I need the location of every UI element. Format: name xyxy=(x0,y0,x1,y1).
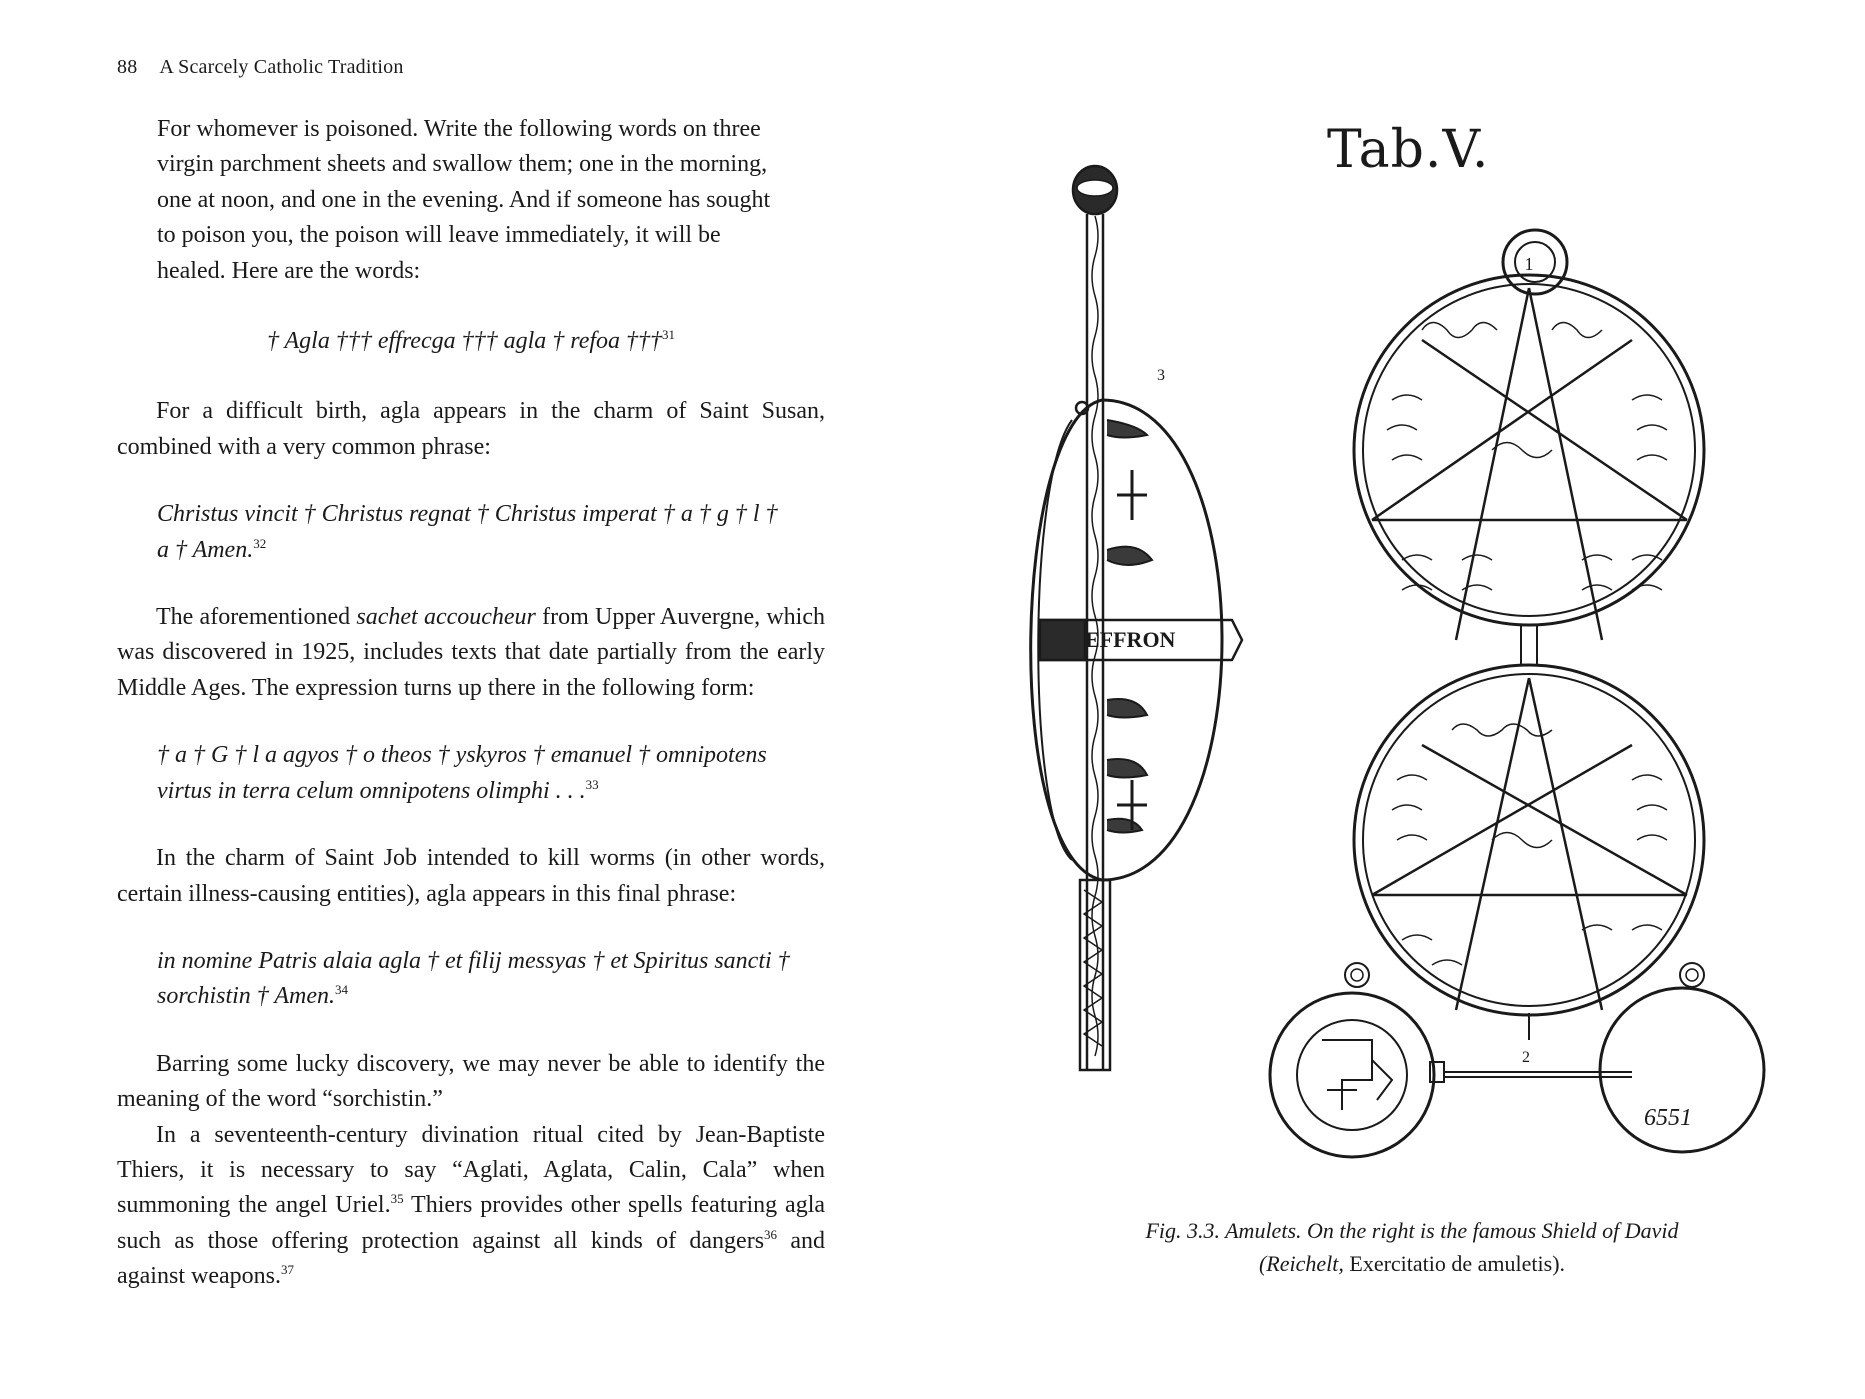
footnote-ref-31: 31 xyxy=(662,327,676,343)
footnote-ref-36: 36 xyxy=(764,1226,778,1242)
left-page xyxy=(0,0,932,1399)
coin-number: 6551 xyxy=(1644,1105,1692,1131)
formula-agla xyxy=(117,324,825,359)
footnote-ref-32: 32 xyxy=(253,535,267,551)
plate-number-3: 3 xyxy=(1157,367,1165,384)
footnote-ref-33: 33 xyxy=(585,776,599,792)
sachet-text-a: The aforementioned xyxy=(156,604,357,631)
sword-label: EFFRON xyxy=(1085,627,1176,652)
formula-agyos xyxy=(157,738,790,809)
paragraph-job: In the charm of Saint Job intended to kill worms (in other words, certain illness-causing entities), agla appears in this final phrase: xyxy=(117,845,825,907)
paragraph-thiers xyxy=(117,1118,825,1295)
running-head xyxy=(117,56,404,79)
formula-christus-text: Christus vincit † Christus regnat † Christus imperat † a † g † l † a † Amen. xyxy=(157,501,778,563)
thiers-text-b: Thiers provides other spells featuring agla such as those offering protection against all kinds of dangers xyxy=(117,1192,826,1254)
page-number: 88 xyxy=(117,56,138,78)
figure-caption xyxy=(1112,1214,1712,1280)
footnote-ref-37: 37 xyxy=(280,1262,294,1278)
plate-title: Tab.V. xyxy=(1327,120,1490,180)
caption-title: Exercitatio de amuletis xyxy=(1343,1251,1553,1276)
small-seal-icon xyxy=(1270,963,1444,1157)
formula-agla-text: † Agla ††† effrecga ††† agla † refoa ††† xyxy=(266,328,663,355)
paragraph-birth: For a difficult birth, agla appears in the charm of Saint Susan, combined with a very common phrase: xyxy=(117,398,825,460)
running-title: A Scarcely Catholic Tradition xyxy=(159,56,404,78)
plate-number-1: 1 xyxy=(1524,254,1534,274)
paragraph-sachet xyxy=(117,600,825,706)
paragraph-poison: For whomever is poisoned. Write the following words on three virgin parchment sheets and swallow them; one in the morning, one at noon, and one in the evening. And if someone has sought to poison you, the poison will leave immediately, it will be healed. Here are the words: xyxy=(157,116,771,284)
sachet-italic: sachet accoucheur xyxy=(356,604,536,631)
caption-end: ). xyxy=(1552,1251,1566,1276)
plate-number-2: 2 xyxy=(1522,1049,1530,1066)
amulets-illustration xyxy=(932,0,1865,1200)
footnote-ref-35: 35 xyxy=(390,1191,404,1207)
paragraph-sorchistin: Barring some lucky discovery, we may never be able to identify the meaning of the word “sorchistin.” xyxy=(117,1050,825,1113)
formula-agyos-text: † a † G † l a agyos † o theos † yskyros † emanuel † omnipotens virtus in terra celum omnipotens olimphi . . . xyxy=(157,742,767,804)
formula-nomine xyxy=(157,944,790,1015)
formula-christus xyxy=(157,497,790,568)
formula-nomine-text: in nomine Patris alaia agla † et filij messyas † et Spiritus sancti † sorchistin † Amen. xyxy=(157,947,790,1010)
lower-pentacle-icon xyxy=(1354,625,1704,1040)
sword-icon xyxy=(1031,166,1242,1070)
upper-pentacle-icon xyxy=(1354,230,1704,640)
footnote-ref-34: 34 xyxy=(335,982,348,998)
sachet-text-b: from Upper Auvergne, which was discovered in 1925, includes texts that date partially from the early Middle Ages. The expression turns up there in the following form: xyxy=(117,604,825,701)
caption-italic: Fig. 3.3. Amulets. On the right is the famous Shield of David (Reichelt, xyxy=(1145,1218,1679,1276)
thiers-text-a: In a seventeenth-century divination ritual cited by Jean-Baptiste Thiers, it is necessary to say “Aglati, Aglata, Calin, Cala” when summoning the angel Uriel. xyxy=(117,1121,825,1219)
right-page xyxy=(932,0,1865,1399)
thiers-text-c: and against weapons. xyxy=(117,1227,825,1290)
body-text xyxy=(117,112,825,1295)
